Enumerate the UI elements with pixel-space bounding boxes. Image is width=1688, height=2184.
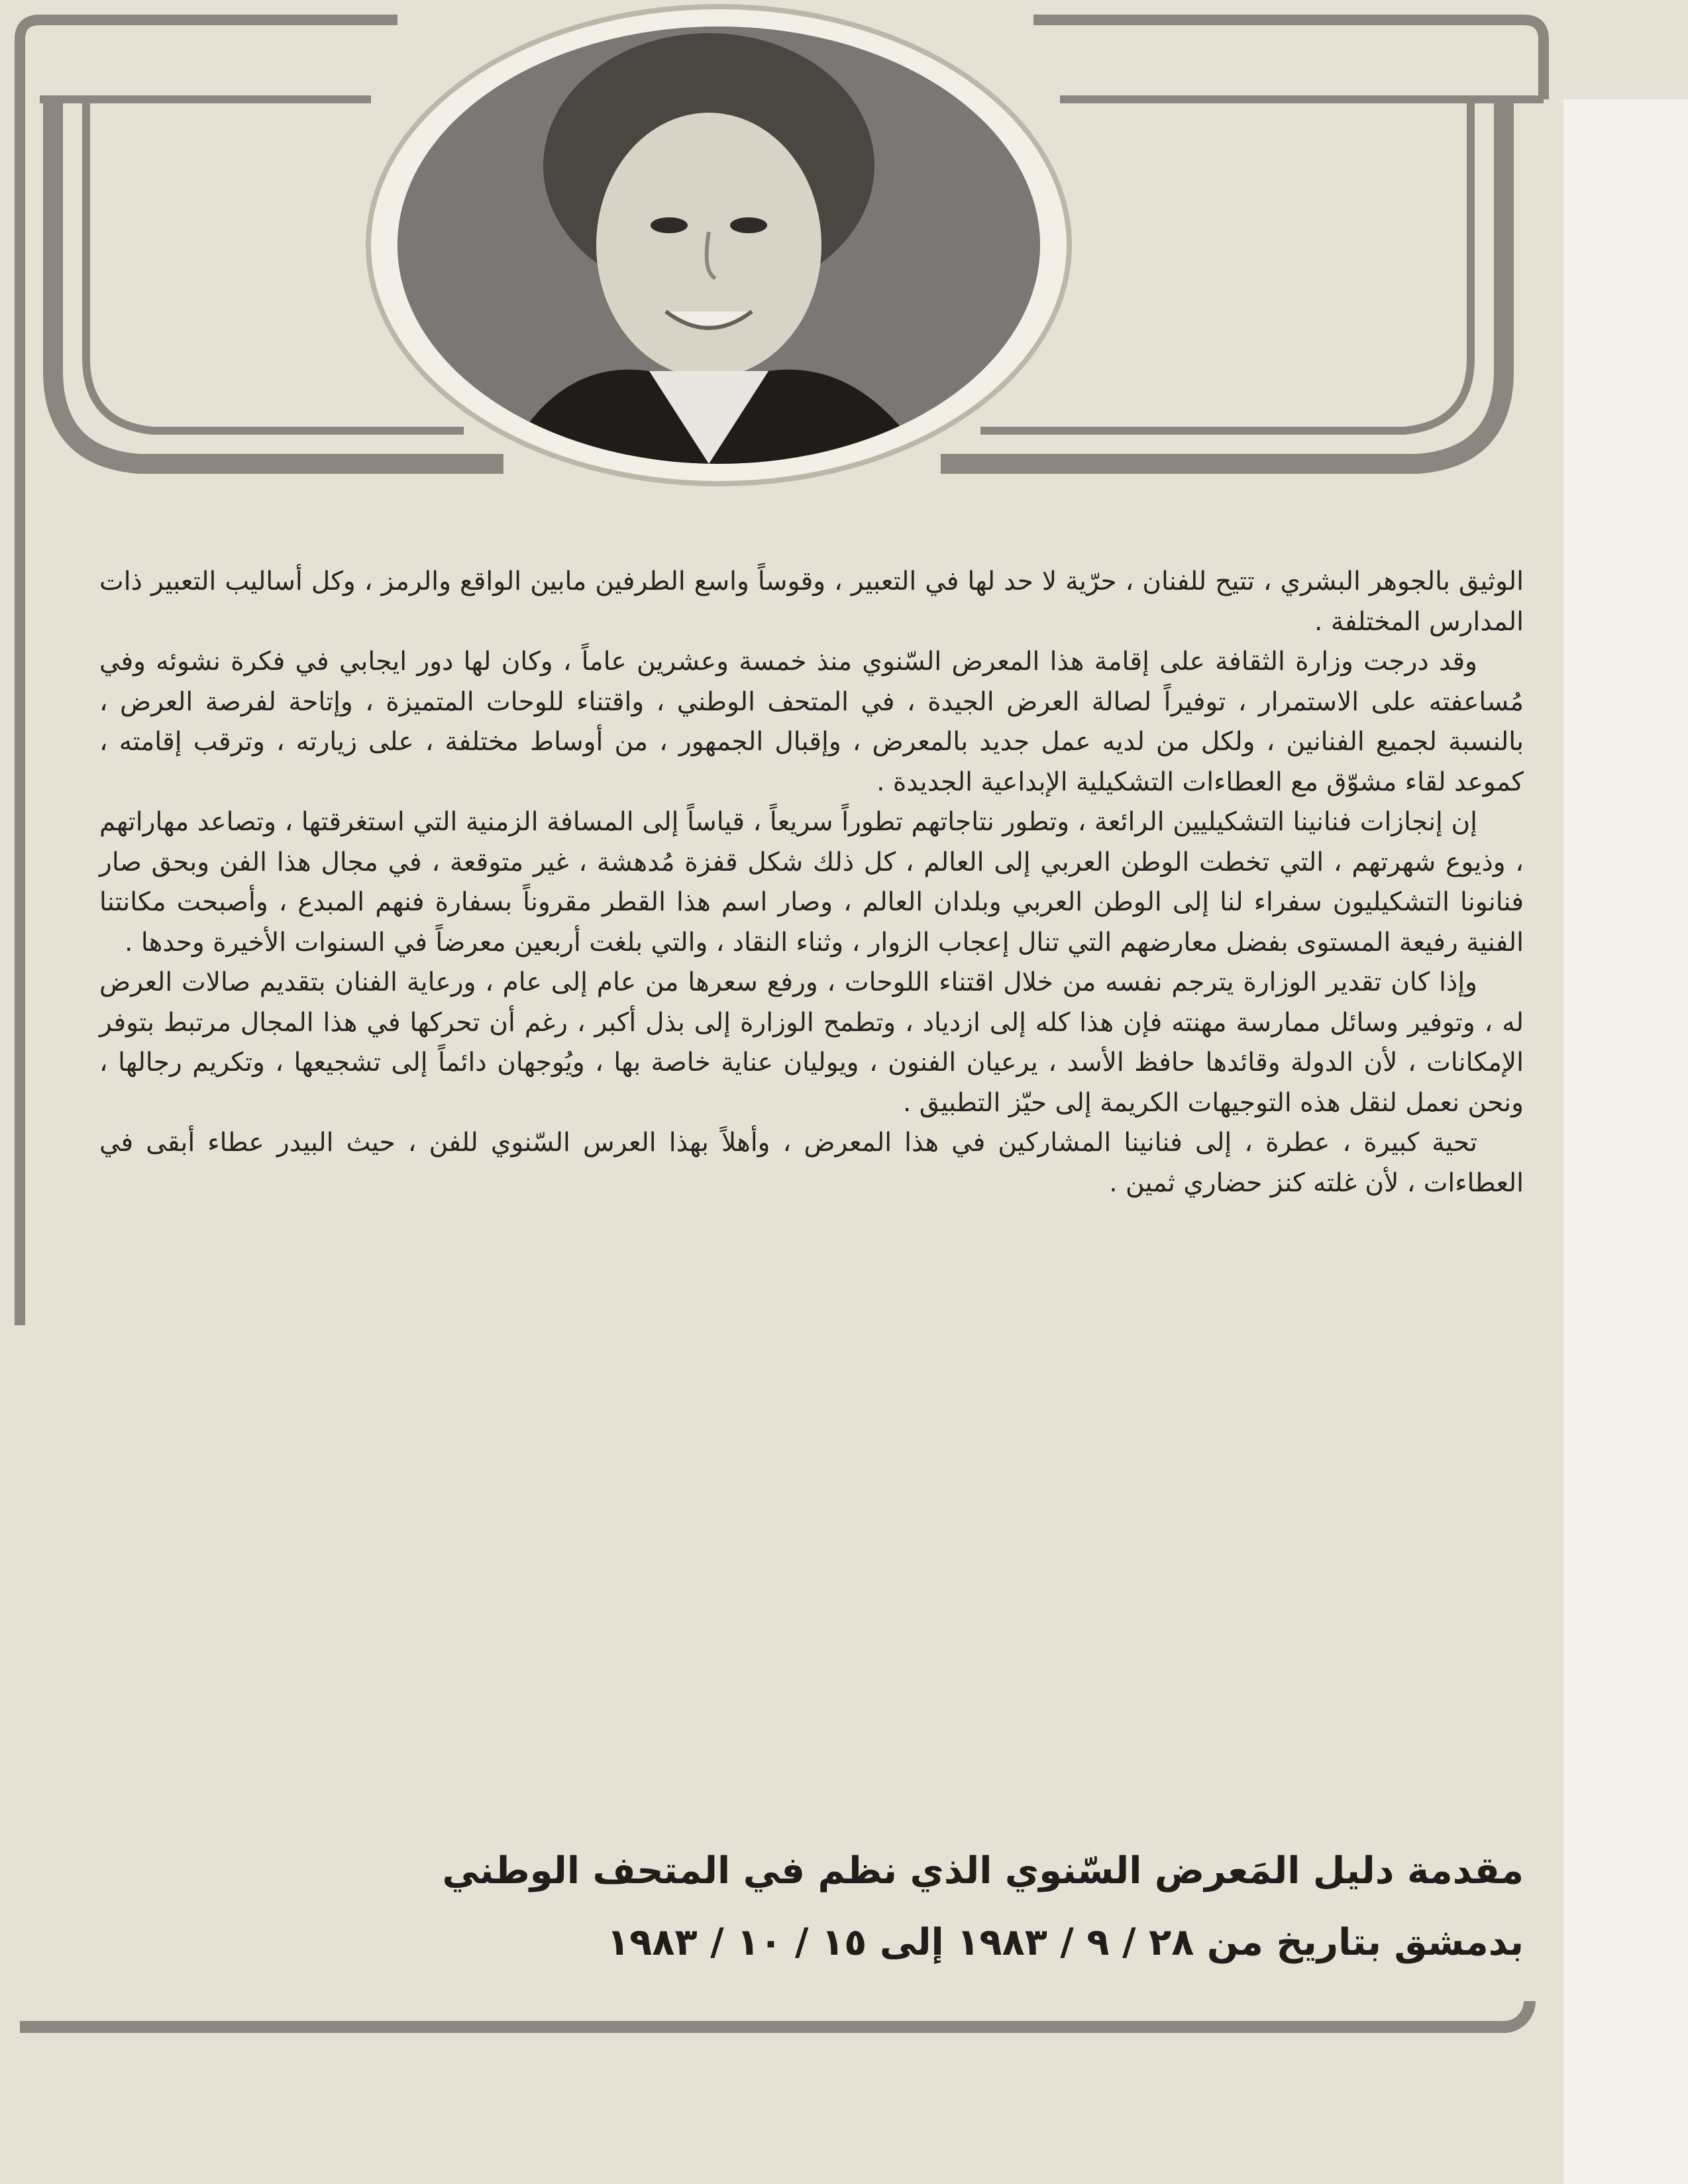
portrait-illustration: [397, 27, 1040, 464]
footer-caption: [99, 1835, 1524, 1979]
paragraph-3: إن إنجازات فنانينا التشكيليين الرائعة ، وتطور نتاجاتهم تطوراً سريعاً ، قياساً إلى المسافة الزمنية التي استغرقتها ، وتصاعد مهاراتهم ، وذيوع شهرتهم ، التي تخطت الوطن العربي إلى العالم ، كل ذلك شكل قفزة مُدهشة ، غير متوقعة ، في مجال هذا الفن وبحق صار فنانونا التشكيليون سفراء لنا إلى الوطن العربي وبلدان العالم ، وصار اسم هذا القطر مقروناً بسفارة فنهم المبدع ، وأصبحت مكانتنا الفنية رفيعة المستوى بفضل معارضهم التي تنال إعجاب الزوار ، وثناء النقاد ، والتي بلغت أربعين معرضاً في السنوات الأخيرة وحدها .: [99, 807, 1524, 957]
paragraph-5: تحية كبيرة ، عطرة ، إلى فنانينا المشاركين في هذا المعرض ، وأهلاً بهذا العرس السّنوي للفن ، حيث البيدر عطاء أبقى في العطاءات ، لأن غلته كنز حضاري ثمين .: [99, 1128, 1524, 1198]
footer-line-2: بدمشق بتاريخ من ٢٨ / ٩ / ١٩٨٣ إلى ١٥ / ١٠ / ١٩٨٣: [607, 1921, 1524, 1964]
paragraph-1: الوثيق بالجوهر البشري ، تتيح للفنان ، حرّية لا حد لها في التعبير ، وقوساً واسع الطرفين مابين الواقع والرمز ، وكل أساليب التعبير ذات المدارس المختلفة .: [99, 567, 1524, 637]
paragraph-4: وإذا كان تقدير الوزارة يترجم نفسه من خلال اقتناء اللوحات ، ورفع سعرها من عام إلى عام ، ورعاية الفنان بتقديم صالات العرض له ، وتوفير وسائل ممارسة مهنته فإن هذا كله إلى ازدياد ، وتطمح الوزارة إلى بذل أكبر ، رغم أن تحركها في هذا المجال مرتبط بتوفر الإمكانات ، لأن الدولة وقائدها حافظ الأسد ، يرعيان الفنون ، ويوليان عناية خاصة بها ، ويُوجهان دائماً إلى تشجيعها ، وتكريم رجالها ، ونحن نعمل لنقل هذه التوجيهات الكريمة إلى حيّز التطبيق .: [99, 967, 1524, 1118]
footer-line-1: مقدمة دليل المَعرض السّنوي الذي نظم في المتحف الوطني: [442, 1849, 1524, 1892]
bottom-frame-rule: [20, 2001, 1536, 2033]
portrait-photo: [397, 27, 1040, 464]
article-body: [99, 562, 1524, 1203]
paragraph-2: وقد درجت وزارة الثقافة على إقامة هذا المعرض السّنوي منذ خمسة وعشرين عاماً ، وكان لها دور ايجابي في فكرة نشوئه وفي مُساعفته على الاستمرار ، توفيراً لصالة العرض الجيدة ، في المتحف الوطني ، واقتناء للوحات المتميزة ، وإتاحة لفرصة العرض ، بالنسبة لجميع الفنانين ، ولكل من لديه عمل جديد بالمعرض ، وإقبال الجمهور ، من أوساط مختلفة ، على زيارته ، وترقب إقامته ، كموعد لقاء مشوّق مع العطاءات التشكيلية الإبداعية الجديدة .: [99, 647, 1524, 797]
